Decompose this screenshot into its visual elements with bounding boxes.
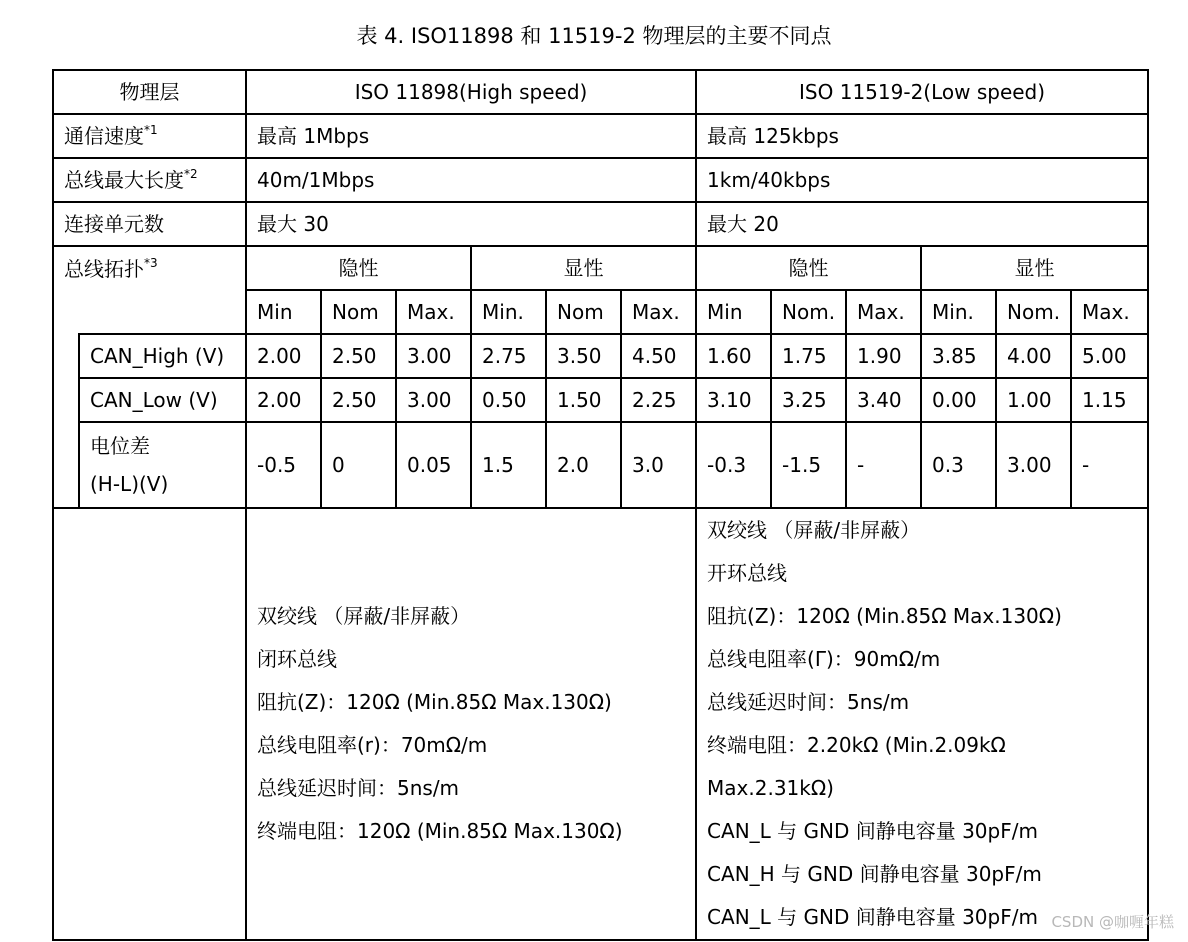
spec-line: CAN_L 与 GND 间静电容量 30pF/m	[707, 905, 1038, 929]
header-physical-layer: 物理层	[53, 70, 246, 114]
ls-recessive: 隐性	[696, 246, 921, 290]
spec-line: 总线延迟时间：5ns/m	[257, 776, 460, 800]
row-units	[53, 202, 1148, 246]
col-head: Min.	[471, 290, 546, 334]
spec-line: 双绞线 （屏蔽/非屏蔽）	[257, 604, 471, 628]
specs-label	[53, 508, 246, 940]
label-speed: 通信速度$^{*1}$	[53, 114, 246, 158]
value-cell: 1.90	[846, 334, 921, 378]
label-length: 总线最大长度$^{*2}$	[53, 158, 246, 202]
ls-length: 1km/40kbps	[696, 158, 1148, 202]
spec-line: CAN_H 与 GND 间静电容量 30pF/m	[707, 862, 1042, 886]
value-cell: 4.00	[996, 334, 1071, 378]
spec-line: 总线延迟时间：5ns/m	[707, 690, 910, 714]
value-cell: 3.50	[546, 334, 621, 378]
ls-specs	[696, 508, 1148, 940]
value-cell: 3.0	[621, 422, 696, 508]
value-cell: 3.40	[846, 378, 921, 422]
hs-dominant: 显性	[471, 246, 696, 290]
value-cell: 1.75	[771, 334, 846, 378]
value-cell: 2.0	[546, 422, 621, 508]
topology-spacer	[53, 290, 246, 334]
value-cell: 2.50	[321, 334, 396, 378]
row-can-high	[53, 334, 1148, 378]
value-cell: -0.3	[696, 422, 771, 508]
table-caption: 表 4. ISO11898 和 11519-2 物理层的主要不同点	[356, 24, 832, 48]
spec-line: 阻抗(Z)：120Ω (Min.85Ω Max.130Ω)	[707, 604, 1062, 628]
hs-recessive: 隐性	[246, 246, 471, 290]
value-cell: 0.05	[396, 422, 471, 508]
value-cell: 1.50	[546, 378, 621, 422]
spec-line: 双绞线 （屏蔽/非屏蔽）	[707, 518, 921, 542]
value-cell: 1.15	[1071, 378, 1148, 422]
spec-line: Max.2.31kΩ)	[707, 776, 834, 800]
col-head: Min	[696, 290, 771, 334]
header-row	[53, 70, 1148, 114]
col-head: Max.	[396, 290, 471, 334]
spec-line: 总线电阻率(r)：70mΩ/m	[257, 733, 488, 757]
label-units: 连接单元数	[53, 202, 246, 246]
value-cell: 2.25	[621, 378, 696, 422]
ls-dominant: 显性	[921, 246, 1148, 290]
col-head: Nom.	[771, 290, 846, 334]
header-iso11519: ISO 11519-2(Low speed)	[696, 70, 1148, 114]
value-cell: -1.5	[771, 422, 846, 508]
header-iso11898: ISO 11898(High speed)	[246, 70, 696, 114]
value-cell: 1.00	[996, 378, 1071, 422]
col-head: Nom	[321, 290, 396, 334]
hs-units: 最大 30	[246, 202, 696, 246]
spec-line: 开环总线	[707, 561, 788, 585]
label-can-high: CAN_High (V)	[79, 334, 246, 378]
ls-speed: 最高 125kbps	[696, 114, 1148, 158]
indent-spacer	[53, 334, 79, 508]
spec-line: CAN_L 与 GND 间静电容量 30pF/m	[707, 819, 1038, 843]
value-cell: 3.00	[396, 378, 471, 422]
hs-speed: 最高 1Mbps	[246, 114, 696, 158]
row-specs	[53, 508, 1148, 940]
value-cell: 3.25	[771, 378, 846, 422]
col-head: Max.	[846, 290, 921, 334]
value-cell: -	[1071, 422, 1148, 508]
value-cell: 2.50	[321, 378, 396, 422]
value-cell: 5.00	[1071, 334, 1148, 378]
value-cell: 1.60	[696, 334, 771, 378]
value-cell: 2.75	[471, 334, 546, 378]
row-level-columns	[53, 290, 1148, 334]
label-diff: 电位差 (H-L)(V)	[79, 422, 246, 508]
value-cell: 0.3	[921, 422, 996, 508]
row-can-low	[53, 378, 1148, 422]
row-speed	[53, 114, 1148, 158]
value-cell: 3.00	[396, 334, 471, 378]
physical-layer-comparison-table	[52, 69, 1149, 941]
ls-units: 最大 20	[696, 202, 1148, 246]
row-topology-levels	[53, 246, 1148, 290]
value-cell: 3.00	[996, 422, 1071, 508]
label-topology: 总线拓扑$^{*3}$	[53, 246, 246, 290]
value-cell: -0.5	[246, 422, 321, 508]
label-can-low: CAN_Low (V)	[79, 378, 246, 422]
row-diff	[53, 422, 1148, 508]
value-cell: 0.00	[921, 378, 996, 422]
spec-line: 终端电阻：2.20kΩ (Min.2.09kΩ	[707, 733, 1006, 757]
value-cell: 2.00	[246, 378, 321, 422]
value-cell: 1.5	[471, 422, 546, 508]
spec-line: 终端电阻：120Ω (Min.85Ω Max.130Ω)	[257, 819, 623, 843]
hs-length: 40m/1Mbps	[246, 158, 696, 202]
watermark: CSDN @咖喱年糕	[1051, 913, 1174, 931]
col-head: Max.	[621, 290, 696, 334]
col-head: Min.	[921, 290, 996, 334]
value-cell: 0	[321, 422, 396, 508]
value-cell: 0.50	[471, 378, 546, 422]
row-length	[53, 158, 1148, 202]
value-cell: 3.10	[696, 378, 771, 422]
value-cell: 4.50	[621, 334, 696, 378]
spec-line: 闭环总线	[257, 647, 337, 671]
value-cell: -	[846, 422, 921, 508]
col-head: Min	[246, 290, 321, 334]
value-cell: 3.85	[921, 334, 996, 378]
col-head: Nom.	[996, 290, 1071, 334]
spec-line: 总线电阻率(Γ)：90mΩ/m	[707, 647, 941, 671]
hs-specs	[246, 508, 696, 940]
col-head: Max.	[1071, 290, 1148, 334]
spec-line: 阻抗(Z)：120Ω (Min.85Ω Max.130Ω)	[257, 690, 612, 714]
value-cell: 2.00	[246, 334, 321, 378]
col-head: Nom	[546, 290, 621, 334]
